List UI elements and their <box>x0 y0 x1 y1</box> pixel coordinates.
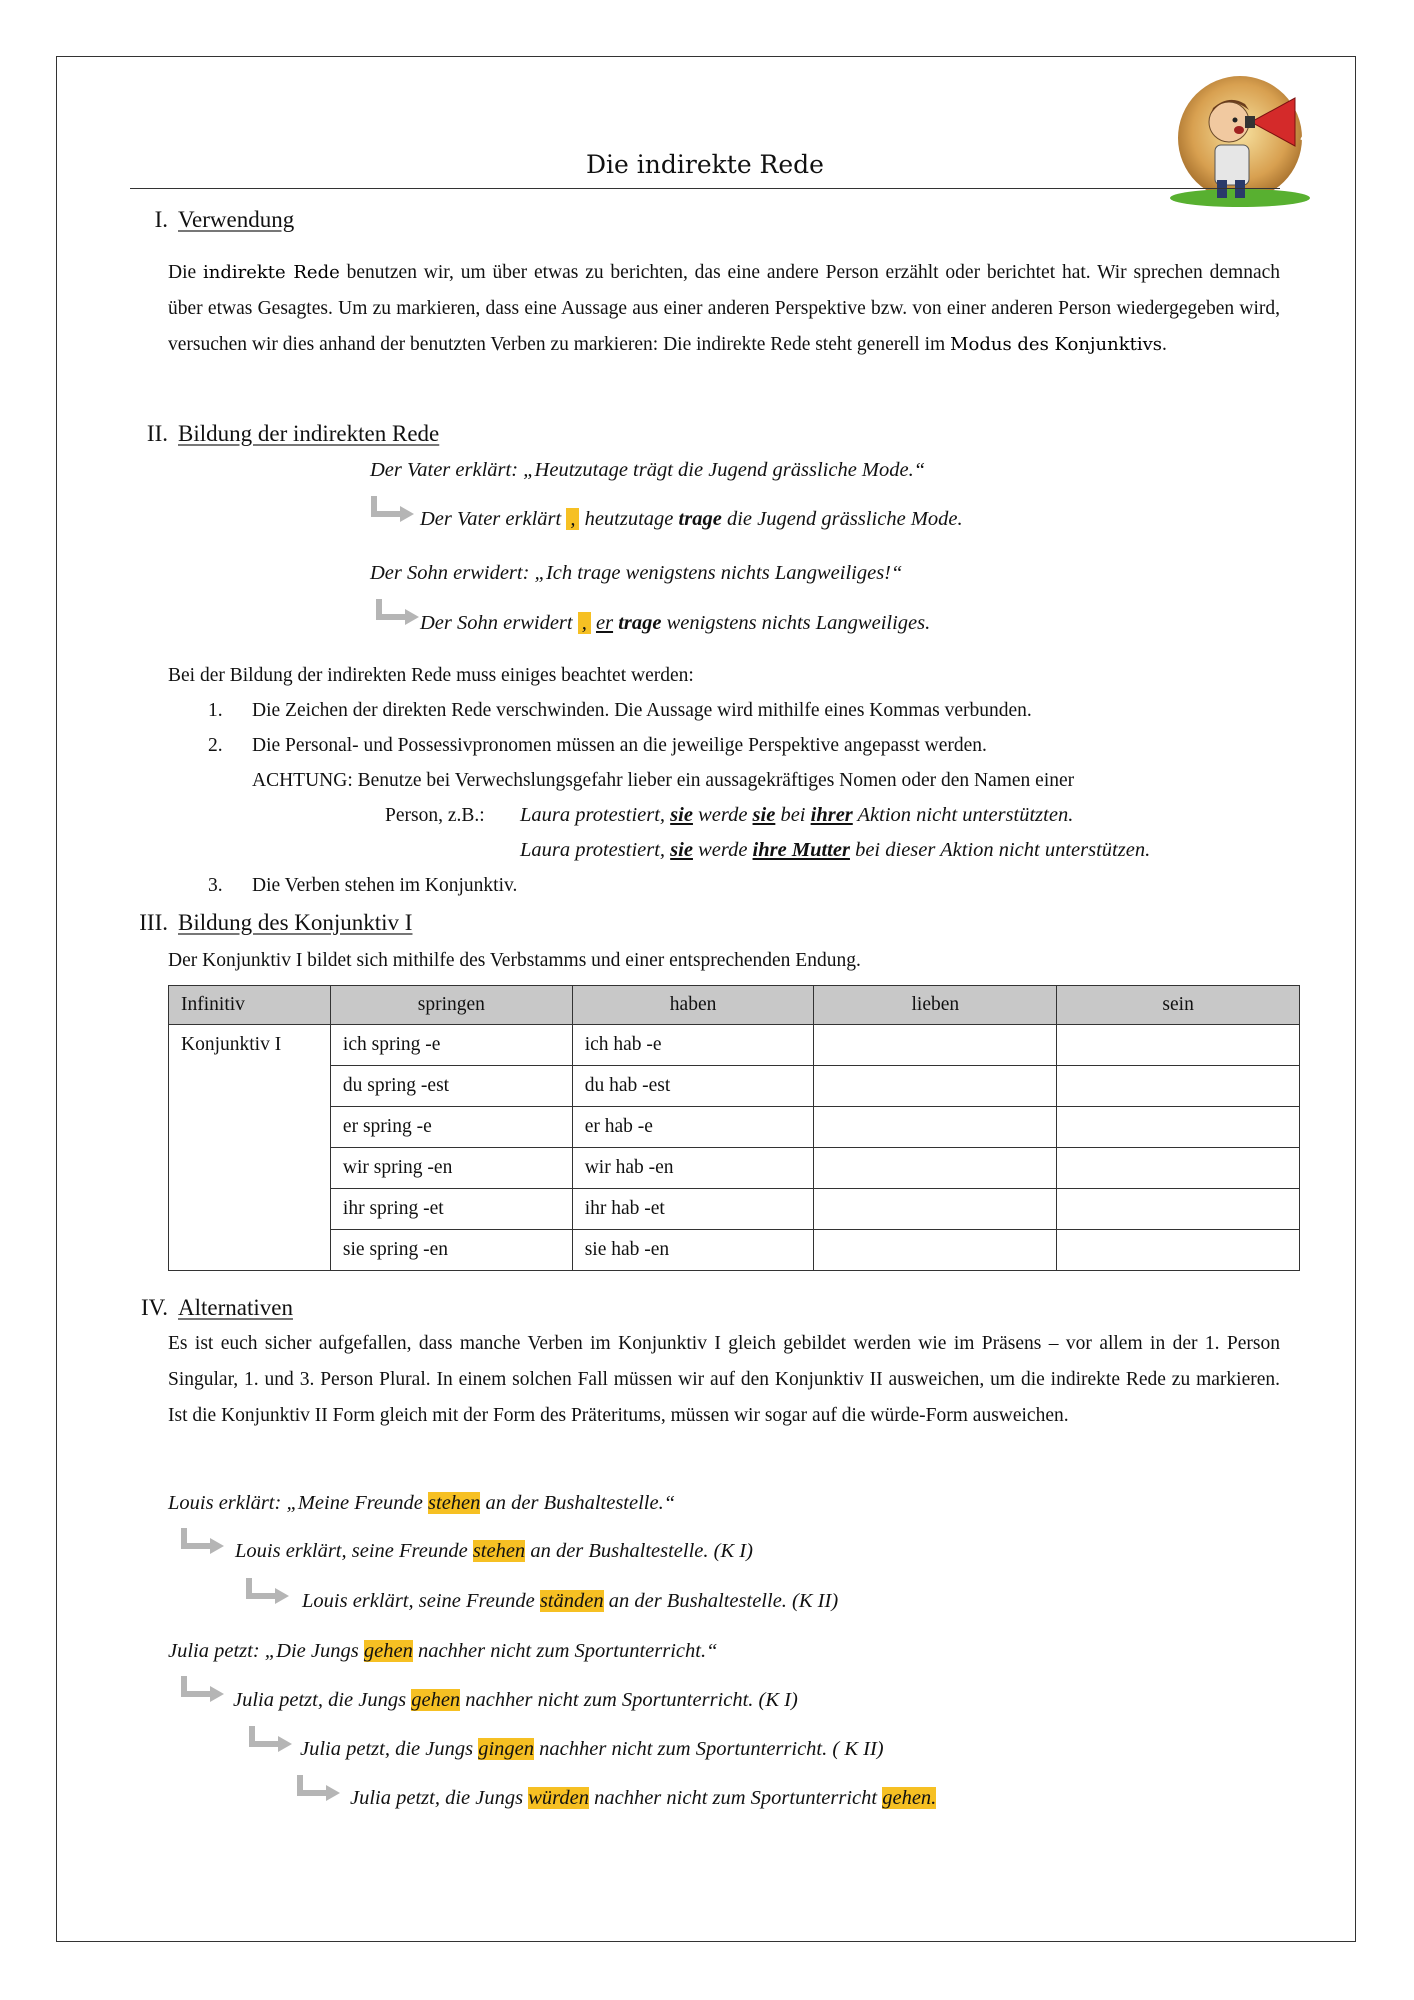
table-cell-empty <box>814 1107 1057 1148</box>
turn-right-arrow-icon <box>370 494 416 524</box>
text-run: bei dieser Aktion nicht unterstützen. <box>849 839 1151 861</box>
table-row <box>169 1066 1300 1107</box>
table-cell-empty <box>1057 1025 1300 1066</box>
section-label: Alternativen <box>178 1295 293 1320</box>
table-header-cell: Infinitiv <box>169 986 331 1025</box>
example-louis-direct <box>168 1492 675 1515</box>
table-row <box>169 1148 1300 1189</box>
konjunktiv-table <box>168 985 1300 1271</box>
text-run: die Jugend grässliche Mode. <box>721 508 963 530</box>
text-run: Julia petzt, die Jungs <box>233 1689 412 1711</box>
pronoun-underlined: sie <box>670 839 693 861</box>
pronoun-underlined: ihrer <box>810 804 853 826</box>
table-cell: wir spring -en <box>330 1148 572 1189</box>
text-run: an der Bushaltestelle. (K II) <box>603 1590 839 1612</box>
table-cell: wir hab -en <box>572 1148 814 1189</box>
table-cell: ihr hab -et <box>572 1189 814 1230</box>
list-text: Die Zeichen der direkten Rede verschwinden. Die Aussage wird mithilfe eines Kommas verbunden. <box>252 700 1032 721</box>
section-alternativen-paragraph: Es ist euch sicher aufgefallen, dass manche Verben im Konjunktiv I gleich gebildet werden wie im Präsens – vor allem in der 1. Person Singular, 1. und 3. Person Plural. In einem solchen Fall müssen wir auf den Konjunktiv II ausweichen, um die indirekte Rede zu markieren. Ist die Konjunktiv II Form gleich mit der Form des Präteritums, müssen wir sogar auf die würde-Form ausweichen. <box>168 1333 1280 1426</box>
text-run: Julia petzt, die Jungs <box>350 1787 529 1809</box>
person-label: Person, z.B.: <box>385 805 485 826</box>
table-cell-empty <box>814 1066 1057 1107</box>
text-run: nachher nicht zum Sportunterricht. ( K II) <box>534 1738 884 1760</box>
highlighted-comma: , <box>578 612 591 634</box>
table-cell-empty <box>1057 1189 1300 1230</box>
highlighted-verb: ständen <box>539 1590 604 1612</box>
noun-underlined: ihre Mutter <box>752 839 850 861</box>
table-cell-empty <box>814 1230 1057 1271</box>
table-cell: ich hab -e <box>572 1025 814 1066</box>
section-number: IV. <box>140 1295 168 1320</box>
list-item <box>208 735 987 757</box>
table-cell-empty <box>814 1025 1057 1066</box>
table-cell: du spring -est <box>330 1066 572 1107</box>
table-header-row <box>169 986 1300 1025</box>
text-run: Laura protestiert, <box>520 804 671 826</box>
section-number: III. <box>139 910 168 935</box>
highlighted-verb: gehen <box>363 1640 413 1662</box>
table-cell: er hab -e <box>572 1107 814 1148</box>
highlighted-verb: gehen. <box>882 1787 937 1809</box>
example-louis-k1 <box>235 1540 753 1563</box>
example-direct-2: Der Sohn erwidert: „Ich trage wenigstens nichts Langweiliges!“ <box>370 562 903 584</box>
table-cell-empty <box>1057 1107 1300 1148</box>
table-cell: sie spring -en <box>330 1230 572 1271</box>
list-text: Die Personal- und Possessivpronomen müssen an die jeweilige Perspektive angepasst werden. <box>252 735 987 756</box>
bold-term: indirekte Rede <box>203 262 340 283</box>
table-cell-empty <box>1057 1148 1300 1189</box>
text-run: Der Vater erklärt <box>420 508 562 530</box>
text-run: an der Bushaltestelle. (K I) <box>525 1540 753 1562</box>
table-cell: ich spring -e <box>330 1025 572 1066</box>
achtung-note: ACHTUNG: Benutze bei Verwechslungsgefahr lieber ein aussagekräftiges Nomen oder den Namen einer <box>252 770 1075 791</box>
example-julia-k1 <box>233 1689 798 1712</box>
text-run: nachher nicht zum Sportunterricht.“ <box>412 1640 718 1662</box>
table-header-cell: lieben <box>814 986 1057 1025</box>
section-label: Bildung der indirekten Rede <box>178 421 440 446</box>
list-item <box>208 700 1032 722</box>
text-run: Julia petzt: „Die Jungs <box>168 1640 364 1662</box>
bold-term: Modus des Konjunktivs <box>950 334 1163 355</box>
text-run: heutzutage <box>579 508 679 530</box>
text-run: Louis erklärt, seine Freunde <box>235 1540 473 1562</box>
highlighted-comma: , <box>566 508 579 530</box>
table-row-label: Konjunktiv I <box>169 1025 331 1271</box>
list-item <box>208 875 517 897</box>
section-heading-verwendung <box>110 207 294 233</box>
highlighted-verb: stehen <box>428 1492 481 1514</box>
text-run: Der Sohn erwidert <box>420 612 573 634</box>
example-julia-k2 <box>300 1738 884 1761</box>
konjunktiv-intro: Der Konjunktiv I bildet sich mithilfe des Verbstamms und einer entsprechenden Endung. <box>168 950 861 971</box>
example-laura-1 <box>520 804 1073 827</box>
text-run: nachher nicht zum Sportunterricht. (K I) <box>460 1689 798 1711</box>
megaphone-boy-illustration <box>1155 70 1325 210</box>
table-header-cell: springen <box>330 986 572 1025</box>
text-run: werde <box>692 839 753 861</box>
turn-right-arrow-icon <box>248 1724 294 1754</box>
section-heading-alternativen <box>110 1295 293 1321</box>
list-number: 3. <box>208 875 223 896</box>
verb-konjunktiv: trage <box>618 612 662 634</box>
table-header-cell: haben <box>572 986 814 1025</box>
table-cell-empty <box>814 1148 1057 1189</box>
table-cell: sie hab -en <box>572 1230 814 1271</box>
table-cell: ihr spring -et <box>330 1189 572 1230</box>
text-run: werde <box>692 804 753 826</box>
section-verwendung-paragraph <box>168 255 1280 363</box>
section-number: II. <box>146 421 168 446</box>
pronoun-underlined: er <box>595 612 614 634</box>
text-run: Die <box>168 262 203 283</box>
example-laura-2 <box>520 839 1150 862</box>
turn-right-arrow-icon <box>245 1576 291 1606</box>
highlighted-verb: stehen <box>472 1540 526 1562</box>
table-cell: er spring -e <box>330 1107 572 1148</box>
text-run: wenigstens nichts Langweiliges. <box>661 612 931 634</box>
text-run: an der Bushaltestelle.“ <box>480 1492 676 1514</box>
turn-right-arrow-icon <box>375 597 421 627</box>
section-number: I. <box>154 207 168 232</box>
text-run: nachher nicht zum Sportunterricht <box>588 1787 883 1809</box>
section-label: Bildung des Konjunktiv I <box>178 910 413 935</box>
turn-right-arrow-icon <box>180 1526 226 1556</box>
table-cell-empty <box>1057 1066 1300 1107</box>
table-header-cell: sein <box>1057 986 1300 1025</box>
table-cell-empty <box>814 1189 1057 1230</box>
section-heading-bildung <box>110 421 439 447</box>
turn-right-arrow-icon <box>180 1674 226 1704</box>
example-julia-wuerde <box>350 1787 936 1810</box>
text-run: Louis erklärt: „Meine Freunde <box>168 1492 429 1514</box>
table-row <box>169 1107 1300 1148</box>
example-louis-k2 <box>302 1590 838 1613</box>
table-row <box>169 1189 1300 1230</box>
highlighted-verb: würden <box>528 1787 589 1809</box>
title-rule <box>130 188 1280 189</box>
table-cell: du hab -est <box>572 1066 814 1107</box>
table-row <box>169 1025 1300 1066</box>
turn-right-arrow-icon <box>296 1773 342 1803</box>
section-heading-konjunktiv <box>110 910 412 936</box>
example-indirect-2 <box>420 612 930 635</box>
highlighted-verb: gingen <box>478 1738 535 1760</box>
page-title: Die indirekte Rede <box>586 150 824 179</box>
text-run: benutzen wir, um über etwas zu berichten, das eine andere Person erzählt oder berichtet hat. Wir sprechen demnach über etwas Gesagtes. Um zu markieren, dass eine Aussage aus einer anderen Perspektive bzw. von einer anderen Person wiedergegeben wird, versuchen wir dies anhand der benutzten Verben zu markieren: Die indirekte Rede steht generell im <box>168 262 1281 355</box>
list-text: Die Verben stehen im Konjunktiv. <box>252 875 518 896</box>
example-julia-direct <box>168 1640 717 1663</box>
text-run: bei <box>775 804 811 826</box>
text-run: . <box>1162 334 1167 355</box>
list-number: 1. <box>208 700 223 721</box>
text-run: Aktion nicht unterstützten. <box>852 804 1074 826</box>
example-indirect-1 <box>420 508 963 531</box>
pronoun-underlined: sie <box>752 804 776 826</box>
list-number: 2. <box>208 735 223 756</box>
example-direct-1: Der Vater erklärt: „Heutzutage trägt die Jugend grässliche Mode.“ <box>370 459 926 481</box>
text-run: Julia petzt, die Jungs <box>300 1738 479 1760</box>
list-intro: Bei der Bildung der indirekten Rede muss einiges beachtet werden: <box>168 665 694 686</box>
verb-konjunktiv: trage <box>678 508 722 530</box>
table-row <box>169 1230 1300 1271</box>
section-label: Verwendung <box>178 207 295 232</box>
pronoun-underlined: sie <box>670 804 693 826</box>
text-run: Louis erklärt, seine Freunde <box>302 1590 540 1612</box>
highlighted-verb: gehen <box>411 1689 461 1711</box>
table-cell-empty <box>1057 1230 1300 1271</box>
text-run: Laura protestiert, <box>520 839 671 861</box>
